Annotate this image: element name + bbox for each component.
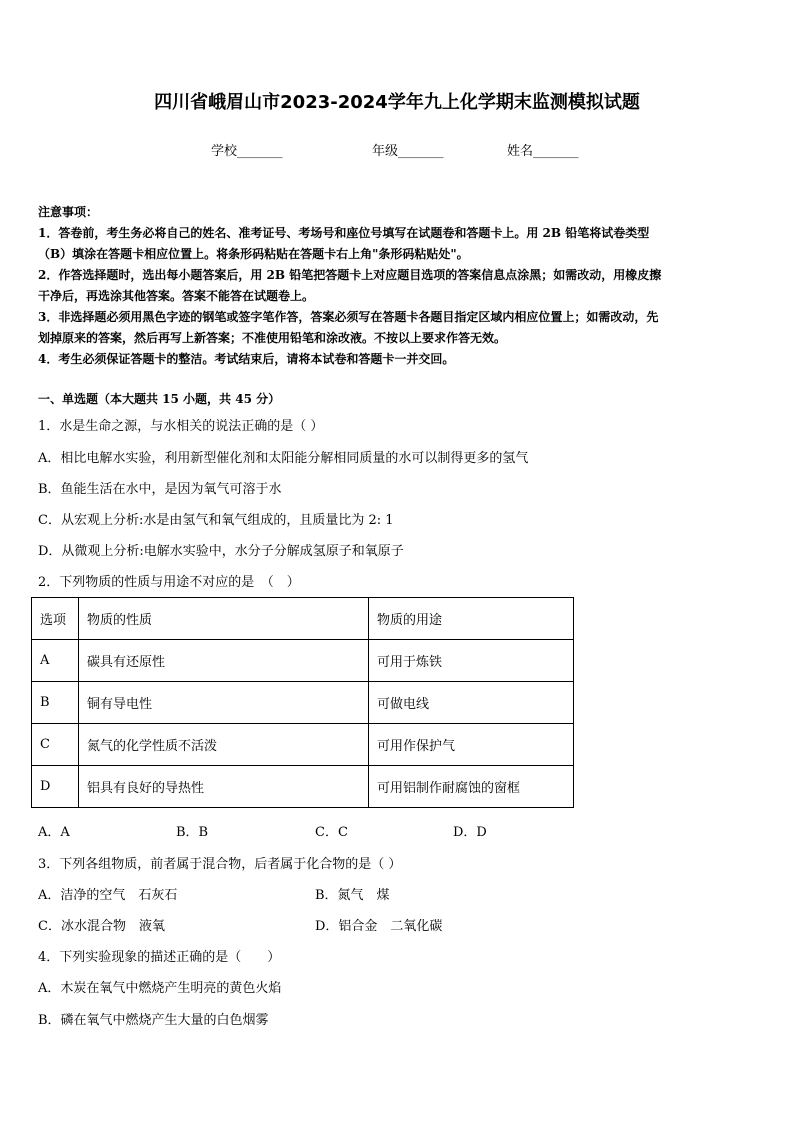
question-4-stem: 4．下列实验现象的描述正确的是（ ） bbox=[38, 950, 281, 965]
notice-line: 干净后，再选涂其他答案。答案不能答在试题卷上。 bbox=[38, 289, 315, 303]
question-2-answer-a: A．A bbox=[38, 825, 70, 840]
table-cell: 铜有导电性 bbox=[79, 682, 369, 724]
table-cell: D bbox=[32, 766, 79, 808]
table-cell: 铝具有良好的导热性 bbox=[79, 766, 369, 808]
name-field: 姓名_______ bbox=[507, 144, 579, 159]
notice-line: 4．考生必须保证答题卡的整洁。考试结束后，请将本试卷和答题卡一并交回。 bbox=[38, 352, 455, 366]
table-cell: 氮气的化学性质不活泼 bbox=[79, 724, 369, 766]
section-heading: 一、单选题（本大题共 15 小题，共 45 分） bbox=[38, 392, 281, 406]
table-row bbox=[32, 682, 574, 724]
table-cell: 可用作保护气 bbox=[369, 724, 574, 766]
table-header: 物质的用途 bbox=[369, 598, 574, 640]
table-row bbox=[32, 724, 574, 766]
table-cell: B bbox=[32, 682, 79, 724]
question-1-option-b: B．鱼能生活在水中，是因为氧气可溶于水 bbox=[38, 482, 282, 497]
notice-line: 划掉原来的答案，然后再写上新答案；不准使用铅笔和涂改液。不按以上要求作答无效。 bbox=[38, 331, 507, 345]
table-header-row bbox=[32, 598, 574, 640]
question-3-option-c: C．冰水混合物 液氧 bbox=[38, 919, 165, 934]
question-1-option-d: D．从微观上分析:电解水实验中，水分子分解成氢原子和氧原子 bbox=[38, 544, 404, 559]
question-2-table bbox=[31, 597, 574, 808]
table-cell: 可用铝制作耐腐蚀的窗框 bbox=[369, 766, 574, 808]
table-header: 选项 bbox=[32, 598, 79, 640]
table-cell: C bbox=[32, 724, 79, 766]
table-header: 物质的性质 bbox=[79, 598, 369, 640]
table-cell: 可做电线 bbox=[369, 682, 574, 724]
school-field: 学校_______ bbox=[211, 144, 283, 159]
notice-line: 3．非选择题必须用黑色字迹的钢笔或签字笔作答，答案必须写在答题卡各题目指定区域内相应位置上；如需改动，先 bbox=[38, 310, 659, 324]
question-3-option-d: D．铝合金 二氧化碳 bbox=[315, 919, 443, 934]
question-2-answer-c: C．C bbox=[315, 825, 348, 840]
question-3-option-a: A．洁净的空气 石灰石 bbox=[38, 888, 178, 903]
notice-line: 1．答卷前，考生务必将自己的姓名、准考证号、考场号和座位号填写在试题卷和答题卡上。用 2B 铅笔将试卷类型 bbox=[38, 226, 650, 240]
table-cell: 碳具有还原性 bbox=[79, 640, 369, 682]
notice-heading: 注意事项： bbox=[38, 205, 99, 219]
notice-line: 2．作答选择题时，选出每小题答案后，用 2B 铅笔把答题卡上对应题目选项的答案信息点涂黑；如需改动，用橡皮擦 bbox=[38, 268, 662, 282]
table-cell: 可用于炼铁 bbox=[369, 640, 574, 682]
question-3-option-b: B．氮气 煤 bbox=[315, 888, 390, 903]
table-cell: A bbox=[32, 640, 79, 682]
question-2-answer-d: D．D bbox=[453, 825, 487, 840]
grade-field: 年级_______ bbox=[372, 144, 444, 159]
question-3-stem: 3．下列各组物质，前者属于混合物，后者属于化合物的是（ ） bbox=[38, 857, 402, 872]
question-2-answer-b: B．B bbox=[176, 825, 209, 840]
question-1-stem: 1．水是生命之源，与水相关的说法正确的是（ ） bbox=[38, 419, 324, 434]
question-4-option-b: B．磷在氧气中燃烧产生大量的白色烟雾 bbox=[38, 1013, 269, 1028]
question-2-stem: 2．下列物质的性质与用途不对应的是 （ ） bbox=[38, 575, 300, 590]
table-row bbox=[32, 766, 574, 808]
page-title: 四川省峨眉山市2023-2024学年九上化学期末监测模拟试题 bbox=[154, 92, 640, 113]
question-1-option-a: A．相比电解水实验，利用新型催化剂和太阳能分解相同质量的水可以制得更多的氢气 bbox=[38, 451, 529, 466]
table-row bbox=[32, 640, 574, 682]
question-1-option-c: C．从宏观上分析:水是由氢气和氧气组成的，且质量比为 2: 1 bbox=[38, 513, 394, 528]
notice-line: （B）填涂在答题卡相应位置上。将条形码粘贴在答题卡右上角"条形码粘贴处"。 bbox=[38, 247, 469, 261]
question-4-option-a: A．木炭在氧气中燃烧产生明亮的黄色火焰 bbox=[38, 981, 282, 996]
